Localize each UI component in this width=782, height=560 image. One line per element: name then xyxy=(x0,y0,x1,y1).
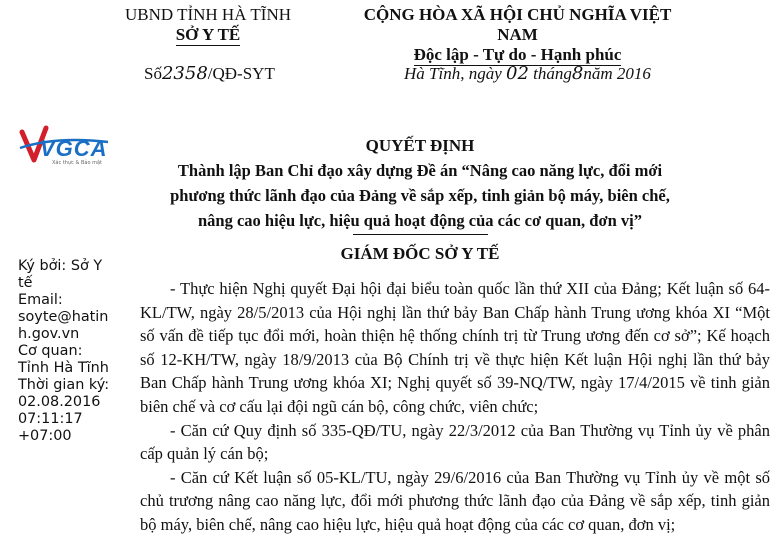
agency-header xyxy=(108,5,308,45)
body-paragraph: - Căn cứ Kết luận số 05-KL/TU, ngày 29/6/2016 của Ban Thường vụ Tỉnh ủy về một số chủ trương nâng cao năng lực, đổi mới phương thức lãnh đạo của Đảng về sắp xếp, tinh giản bộ máy, biên chế, nâng cao hiệu lực, hiệu quả hoạt động của các cơ quan, đơn vị; xyxy=(140,467,770,534)
decision-subject-3: nâng cao hiệu lực, hiệu quả hoạt động của các cơ quan, đơn vị” xyxy=(198,211,642,230)
doc-number-suffix: /QĐ-SYT xyxy=(207,64,275,83)
doc-number-handwritten: 2358 xyxy=(161,63,208,84)
logo-tagline: Xác thực & Bảo mật xyxy=(52,160,102,166)
logo-wordmark: VGCA xyxy=(40,136,108,161)
date-month: 8 xyxy=(571,63,584,84)
decision-subject-1: Thành lập Ban Chỉ đạo xây dựng Đề án “Nâng cao năng lực, đổi mới xyxy=(177,161,663,180)
date-line xyxy=(404,63,651,84)
document-number xyxy=(144,63,275,84)
digital-signature-info xyxy=(18,258,122,445)
signature-line: tế xyxy=(18,275,33,291)
signature-line: 02.08.2016 xyxy=(18,394,101,410)
decision-block xyxy=(120,133,720,233)
body-paragraph: - Thực hiện Nghị quyết Đại hội đại biểu toàn quốc lần thứ XII của Đảng; Kết luận số 64-KL/TW, ngày 28/5/2013 của Hội nghị lần thứ bảy Ban Chấp hành Trung ương khóa XI “Một số vấn đề tiếp tục đổi mới, hoàn thiện hệ thống chính trị từ Trung ương đến cơ sở”; Kế hoạch số 12-KH/TW, ngày 18/9/2013 của Bộ Chính trị về thực hiện Kết luận Hội nghị lần thứ bảy Ban Chấp hành Trung ương khóa XI; Nghị quyết số 39-NQ/TW, ngày 17/4/2015 về tinh giản biên chế và cơ cấu lại đội ngũ cán bộ, công chức, viên chức; xyxy=(140,279,770,416)
country-name: CỘNG HÒA XÃ HỘI CHỦ NGHĨA VIỆT NAM xyxy=(363,5,672,44)
signature-line: h.gov.vn xyxy=(18,326,80,342)
signature-line: Thời gian ký: xyxy=(18,377,110,393)
title-divider xyxy=(353,234,488,235)
department-name xyxy=(108,25,308,45)
doc-number-prefix: Số xyxy=(144,64,162,83)
signature-line: +07:00 xyxy=(18,428,72,444)
issuing-authority: GIÁM ĐỐC SỞ Y TẾ xyxy=(340,244,500,263)
signature-line: Tỉnh Hà Tĩnh xyxy=(18,360,109,376)
signature-line: Ký bởi: Sở Y xyxy=(18,258,103,274)
motto xyxy=(345,45,690,65)
signature-line: Email: xyxy=(18,292,63,308)
decision-subject-2: phương thức lãnh đạo của Đảng về sắp xếp, tinh giản bộ máy, biên chế, xyxy=(170,186,670,205)
date-prefix: Hà Tĩnh, ngày xyxy=(404,64,502,83)
decision-heading: QUYẾT ĐỊNH xyxy=(365,136,475,155)
body-paragraph: - Căn cứ Quy định số 335-QĐ/TU, ngày 22/3/2012 của Ban Thường vụ Tỉnh ủy về phân cấp quản lý cán bộ; xyxy=(140,420,770,464)
date-day: 02 xyxy=(506,63,529,84)
document-body xyxy=(140,277,770,537)
motto-text: Độc lập - Tự do - Hạnh phúc xyxy=(413,45,622,64)
vgca-logo xyxy=(16,122,116,170)
signature-line: soyte@hatin xyxy=(18,309,109,325)
date-year: năm 2016 xyxy=(583,64,651,83)
signature-line: 07:11:17 xyxy=(18,411,83,427)
province-committee: UBND TỈNH HÀ TĨNH xyxy=(124,5,292,24)
department-name-text: SỞ Y TẾ xyxy=(175,25,241,44)
date-month-label: tháng xyxy=(533,64,572,83)
signature-line: Cơ quan: xyxy=(18,343,83,359)
national-motto xyxy=(345,5,690,65)
